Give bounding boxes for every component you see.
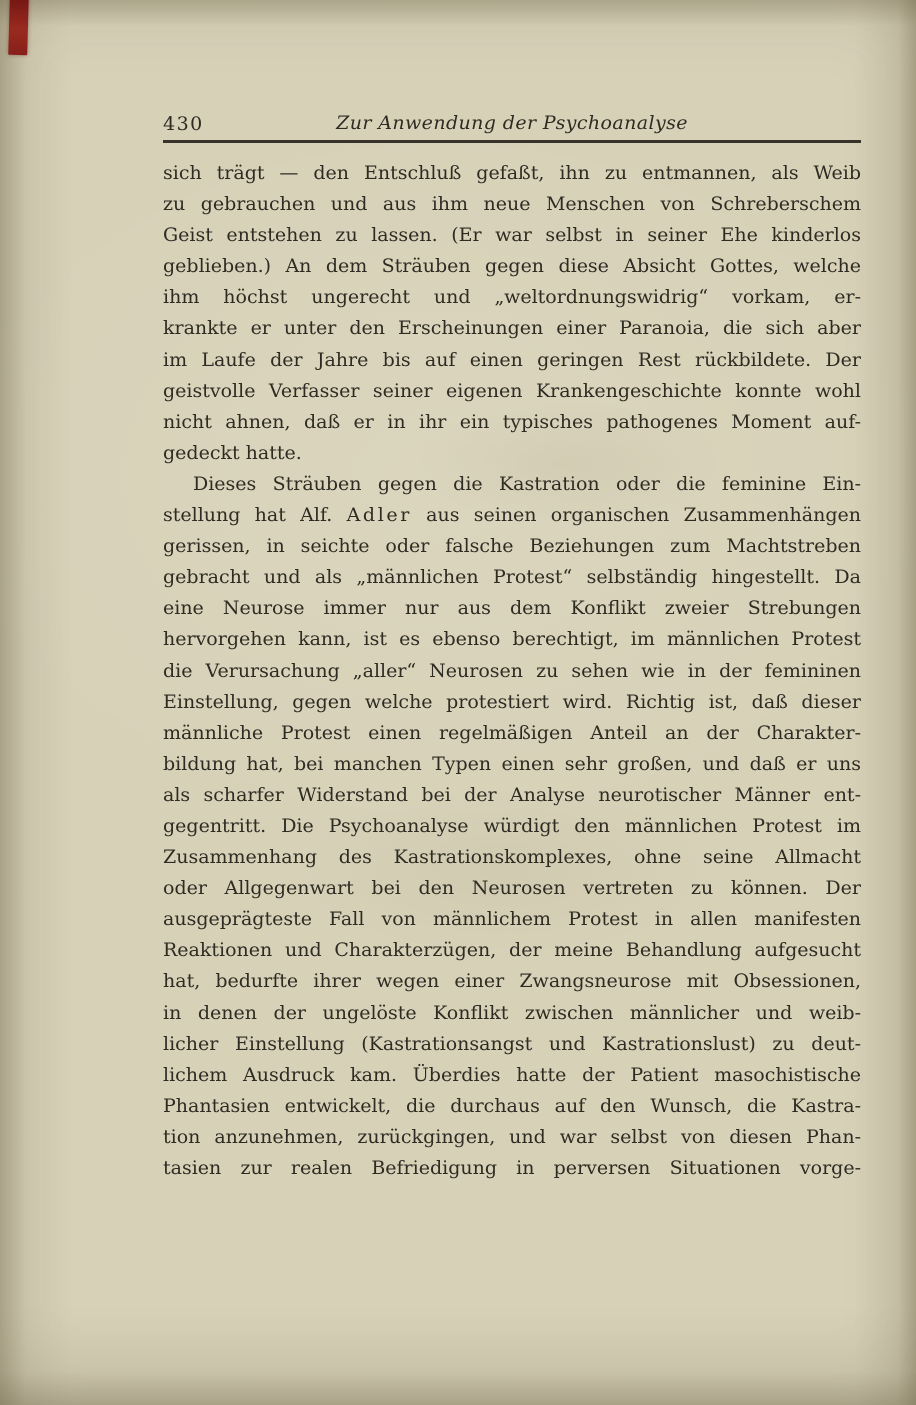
text-line: Reaktionen und Charakterzügen, der meine Behandlung aufgesucht (163, 939, 861, 962)
text-line: gebracht und als „männlichen Protest“ selbständig hingestellt. Da (163, 566, 861, 589)
text-line: licher Einstellung (Kastrationsangst und Kastrationslust) zu deut- (163, 1032, 861, 1055)
text-line: männliche Protest einen regelmäßigen Anteil an der Charakter- (163, 721, 861, 744)
text-block (163, 158, 861, 1184)
text-line: tion anzunehmen, zurückgingen, und war selbst von diesen Phan- (163, 1125, 861, 1148)
text-line: Dieses Sträuben gegen die Kastration oder die feminine Ein- (193, 472, 861, 495)
text-line: zu gebrauchen und aus ihm neue Menschen von Schreberschem (163, 193, 861, 216)
text-line: im Laufe der Jahre bis auf einen geringen Rest rückbildete. Der (163, 348, 861, 371)
text-line: Einstellung, gegen welche protestiert wird. Richtig ist, daß dieser (163, 690, 861, 713)
text-line: in denen der ungelöste Konflikt zwischen männlicher und weib- (163, 1001, 861, 1024)
text-line: eine Neurose immer nur aus dem Konflikt zweier Strebungen (163, 597, 861, 620)
text-line: ausgeprägteste Fall von männlichem Protest in allen manifesten (163, 908, 861, 931)
text-line: als scharfer Widerstand bei der Analyse neurotischer Männer ent- (163, 783, 861, 806)
text-line: gerissen, in seichte oder falsche Beziehungen zum Machtstreben (163, 535, 861, 558)
text-line: lichem Ausdruck kam. Überdies hatte der Patient masochistische (163, 1063, 861, 1086)
text-line: die Verursachung „aller“ Neurosen zu sehen wie in der femininen (163, 659, 861, 682)
letterspaced-name: Adler (346, 504, 412, 527)
text-line: hervorgehen kann, ist es ebenso berechtigt, im männlichen Protest (163, 628, 861, 651)
text-line: Geist entstehen zu lassen. (Er war selbst in seiner Ehe kinderlos (163, 224, 861, 247)
text-line: stellung hat Alf. Adler aus seinen organischen Zusammenhängen (163, 504, 861, 527)
text-line: nicht ahnen, daß er in ihr ein typisches pathogenes Moment auf- (163, 410, 861, 433)
text-line: hat, bedurfte ihrer wegen einer Zwangsneurose mit Obsessionen, (163, 970, 861, 993)
text-line: bildung hat, bei manchen Typen einen sehr großen, und daß er uns (163, 752, 861, 775)
header-rule (163, 140, 861, 143)
text-line: sich trägt — den Entschluß gefaßt, ihn zu entmannen, als Weib (163, 162, 861, 184)
text-line: gedeckt hatte. (163, 441, 302, 464)
running-head: Zur Anwendung der Psychoanalyse (336, 112, 688, 134)
red-binding-mark (8, 0, 29, 55)
page-content (163, 104, 861, 1184)
text-line: ihm höchst ungerecht und „weltordnungswidrig“ vorkam, er- (163, 286, 861, 309)
text-line: Phantasien entwickelt, die durchaus auf den Wunsch, die Kastra- (163, 1094, 861, 1117)
text-line: geblieben.) An dem Sträuben gegen diese Absicht Gottes, welche (163, 255, 861, 278)
page-header (163, 104, 861, 138)
text-line: oder Allgegenwart bei den Neurosen vertreten zu können. Der (163, 877, 861, 900)
page-number: 430 (163, 113, 204, 135)
text-line: gegentritt. Die Psychoanalyse würdigt den männlichen Protest im (163, 814, 861, 837)
text-line: tasien zur realen Befriedigung in perversen Situationen vorge- (163, 1157, 861, 1179)
text-line: Zusammenhang des Kastrationskomplexes, ohne seine Allmacht (163, 846, 861, 869)
text-line: geistvolle Verfasser seiner eigenen Krankengeschichte konnte wohl (163, 379, 861, 402)
text-line: krankte er unter den Erscheinungen einer Paranoia, die sich aber (163, 317, 861, 340)
